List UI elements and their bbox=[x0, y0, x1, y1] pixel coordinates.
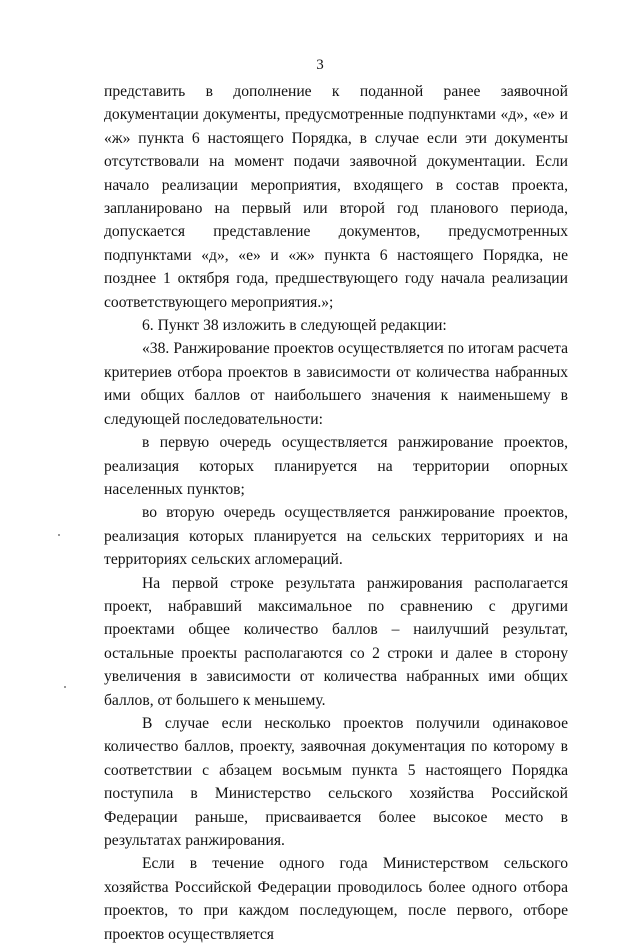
paragraph-clause-38: «38. Ранжирование проектов осуществляется по итогам расчета критериев отбора проектов в зависимости от количества набранных ими общих баллов от наибольшего значения к наименьшему в следующей последовательности: bbox=[104, 340, 568, 428]
paragraph-first-priority: в первую очередь осуществляется ранжирование проектов, реализация которых планируется на территории опорных населенных пунктов; bbox=[104, 434, 568, 498]
paragraph-multiple-selections: Если в течение одного года Министерством сельского хозяйства Российской Федерации проводилось более одного отбора проектов, то при каждом последующем, после первого, отборе проектов осуществляется bbox=[104, 855, 568, 943]
scan-speck bbox=[58, 534, 60, 536]
paragraph-second-priority: во вторую очередь осуществляется ранжирование проектов, реализация которых планируется на сельских территориях и на территориях сельских агломераций. bbox=[104, 504, 568, 569]
paragraph-continuation: представить в дополнение к поданной ранее заявочной документации документы, предусмотренные подпунктами «д», «е» и «ж» пункта 6 настоящего Порядка, в случае если эти документы отсутствовали на момент подачи заявочной документации. Если начало реализации мероприятия, входящего в состав проекта, запланировано на первый или второй год планового периода, допускается представление документов, предусмотренных подпунктами «д», «е» и «ж» пункта 6 настоящего Порядка, не позднее 1 октября года, предшествующего году начала реализации соответствующего мероприятия.»; bbox=[104, 83, 568, 311]
paragraph-equal-scores: В случае если несколько проектов получили одинаковое количество баллов, проекту, заявочная документация по которому в соответствии с абзацем восьмым пункта 5 настоящего Порядка поступила в Министерство сельского хозяйства Российской Федерации раньше, присваивается более высокое место в результатах ранжирования. bbox=[104, 714, 568, 849]
document-body bbox=[104, 80, 568, 946]
paragraph-ranking-first-line: На первой строке результата ранжирования располагается проект, набравший максимальное по сравнению с другими проектами общее количество баллов – наилучший результат, остальные проекты располагаются со 2 строки и далее в сторону увеличения в зависимости от количества набранных ими общих баллов, от большего к меньшему. bbox=[104, 574, 568, 709]
page-number: 3 bbox=[316, 57, 324, 73]
scan-speck bbox=[64, 686, 66, 688]
paragraph-amendment-item-6: 6. Пункт 38 изложить в следующей редакции: bbox=[142, 317, 447, 335]
